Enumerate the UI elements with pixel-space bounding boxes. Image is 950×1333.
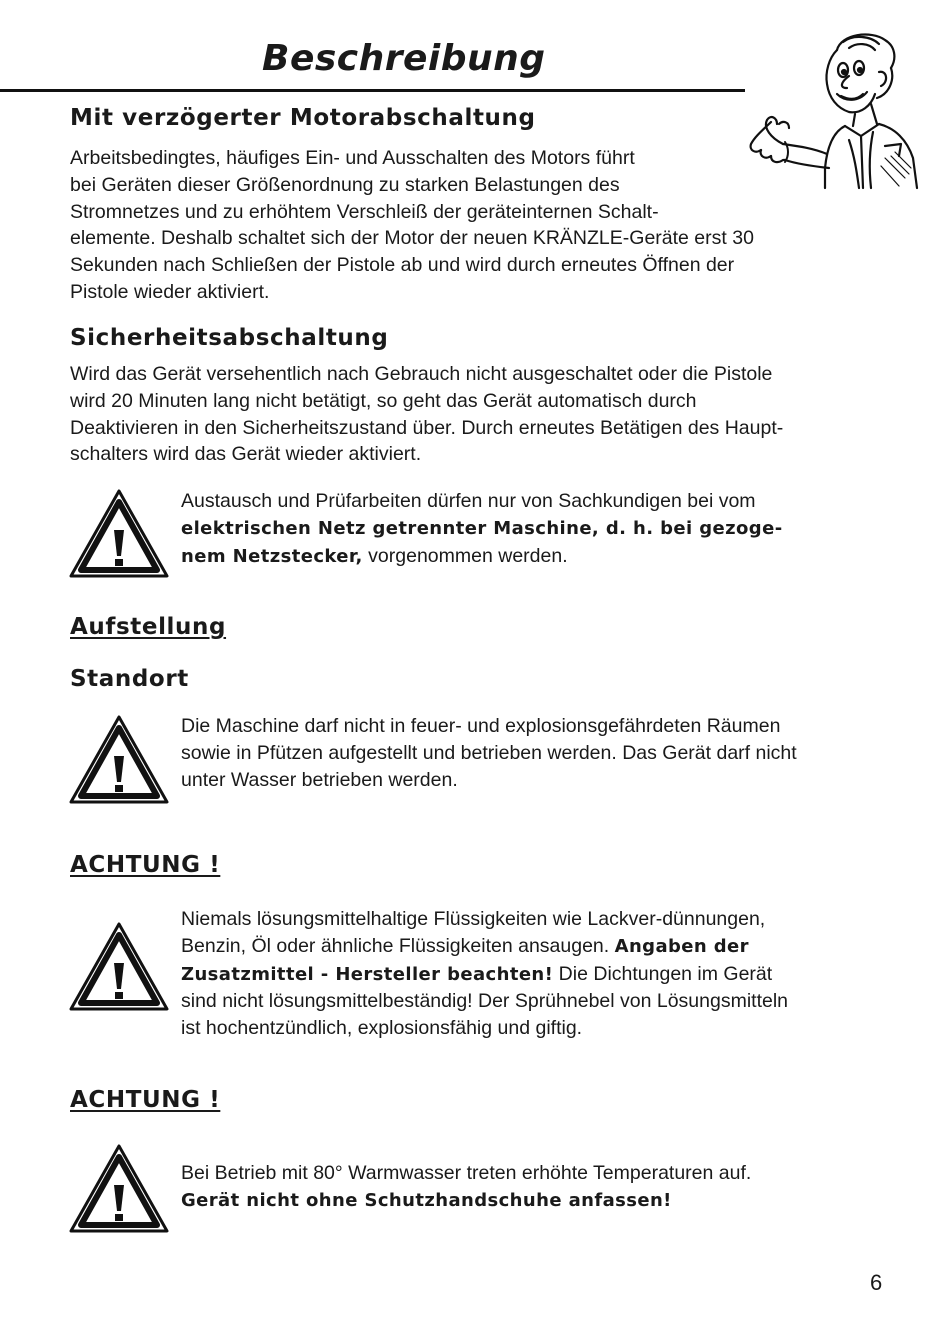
page-title: Beschreibung bbox=[262, 38, 546, 79]
caution-text-1 bbox=[181, 906, 901, 1042]
text-line: Stromnetzes und zu erhöhtem Verschleiß der geräteinternen Schalt- bbox=[70, 200, 659, 223]
text-span: Die Dichtungen im Gerät bbox=[553, 962, 773, 985]
text-line: Austausch und Prüfarbeiten dürfen nur von Sachkundigen bei vom bbox=[181, 490, 756, 512]
text-line: sowie in Pfützen aufgestellt und betrieben werden. Das Gerät darf nicht bbox=[181, 741, 797, 764]
text-line: schalters wird das Gerät wieder aktiviert. bbox=[70, 443, 422, 466]
text-line: Niemals lösungsmittelhaltige Flüssigkeiten wie Lackver-dünnungen, bbox=[181, 908, 766, 930]
paragraph-location bbox=[181, 713, 901, 793]
bold-text: Zusatzmittel - Hersteller beachten! bbox=[181, 963, 554, 985]
text-line bbox=[181, 1187, 901, 1215]
text-span: Benzin, Öl oder ähnliche Flüssigkeiten ansaugen. bbox=[181, 934, 615, 957]
page-number: 6 bbox=[870, 1270, 883, 1295]
section-heading-setup: Aufstellung bbox=[70, 614, 227, 640]
warning-triangle-icon bbox=[68, 488, 170, 580]
section-heading-location: Standort bbox=[70, 666, 189, 692]
text-line: Bei Betrieb mit 80° Warmwasser treten erhöhte Temperaturen auf. bbox=[181, 1162, 752, 1184]
text-line: wird 20 Minuten lang nicht betätigt, so geht das Gerät automatisch durch bbox=[70, 389, 697, 412]
text-line bbox=[181, 933, 901, 961]
warning-triangle-icon bbox=[68, 921, 170, 1013]
section-heading-safety: Sicherheitsabschaltung bbox=[70, 325, 389, 351]
warning-triangle-icon bbox=[68, 1143, 170, 1235]
warning-text-1 bbox=[181, 488, 901, 570]
text-line: Deaktivieren in den Sicherheitszustand über. Durch erneutes Betätigen des Haupt- bbox=[70, 416, 784, 439]
caution-text-2 bbox=[181, 1160, 901, 1215]
text-span: vorgenommen werden. bbox=[362, 544, 568, 567]
text-line: Pistole wieder aktiviert. bbox=[70, 280, 270, 303]
warning-triangle-icon bbox=[68, 714, 170, 806]
title-divider bbox=[0, 89, 745, 92]
caution-heading-1: ACHTUNG ! bbox=[70, 852, 221, 878]
section-heading-motor: Mit verzögerter Motorabschaltung bbox=[70, 105, 536, 131]
bold-text: elektrischen Netz getrennter Maschine, d. h. bei gezoge- bbox=[181, 517, 783, 539]
text-line: ist hochentzündlich, explosionsfähig und giftig. bbox=[181, 1017, 583, 1040]
caution-heading-2: ACHTUNG ! bbox=[70, 1087, 221, 1113]
bold-text: Gerät nicht ohne Schutzhandschuhe anfassen! bbox=[181, 1189, 672, 1211]
paragraph-safety bbox=[70, 361, 890, 468]
text-line bbox=[181, 543, 901, 571]
paragraph-motor bbox=[70, 145, 870, 306]
text-line bbox=[181, 515, 901, 543]
text-line bbox=[181, 961, 901, 989]
text-line: Wird das Gerät versehentlich nach Gebrauch nicht ausgeschaltet oder die Pistole bbox=[70, 363, 773, 385]
bold-text: Angaben der bbox=[614, 935, 749, 957]
text-line: Arbeitsbedingtes, häufiges Ein- und Ausschalten des Motors führt bbox=[70, 147, 635, 169]
text-line: Die Maschine darf nicht in feuer- und explosionsgefährdeten Räumen bbox=[181, 715, 781, 737]
text-line: elemente. Deshalb schaltet sich der Motor der neuen KRÄNZLE-Geräte erst 30 bbox=[70, 227, 754, 250]
text-line: Sekunden nach Schließen der Pistole ab und wird durch erneutes Öffnen der bbox=[70, 254, 735, 277]
text-line: bei Geräten dieser Größenordnung zu starken Belastungen des bbox=[70, 173, 620, 196]
bold-text: nem Netzstecker, bbox=[181, 545, 363, 567]
text-line: unter Wasser betrieben werden. bbox=[181, 768, 458, 791]
text-line: sind nicht lösungsmittelbeständig! Der Sprühnebel von Lösungsmitteln bbox=[181, 990, 789, 1013]
